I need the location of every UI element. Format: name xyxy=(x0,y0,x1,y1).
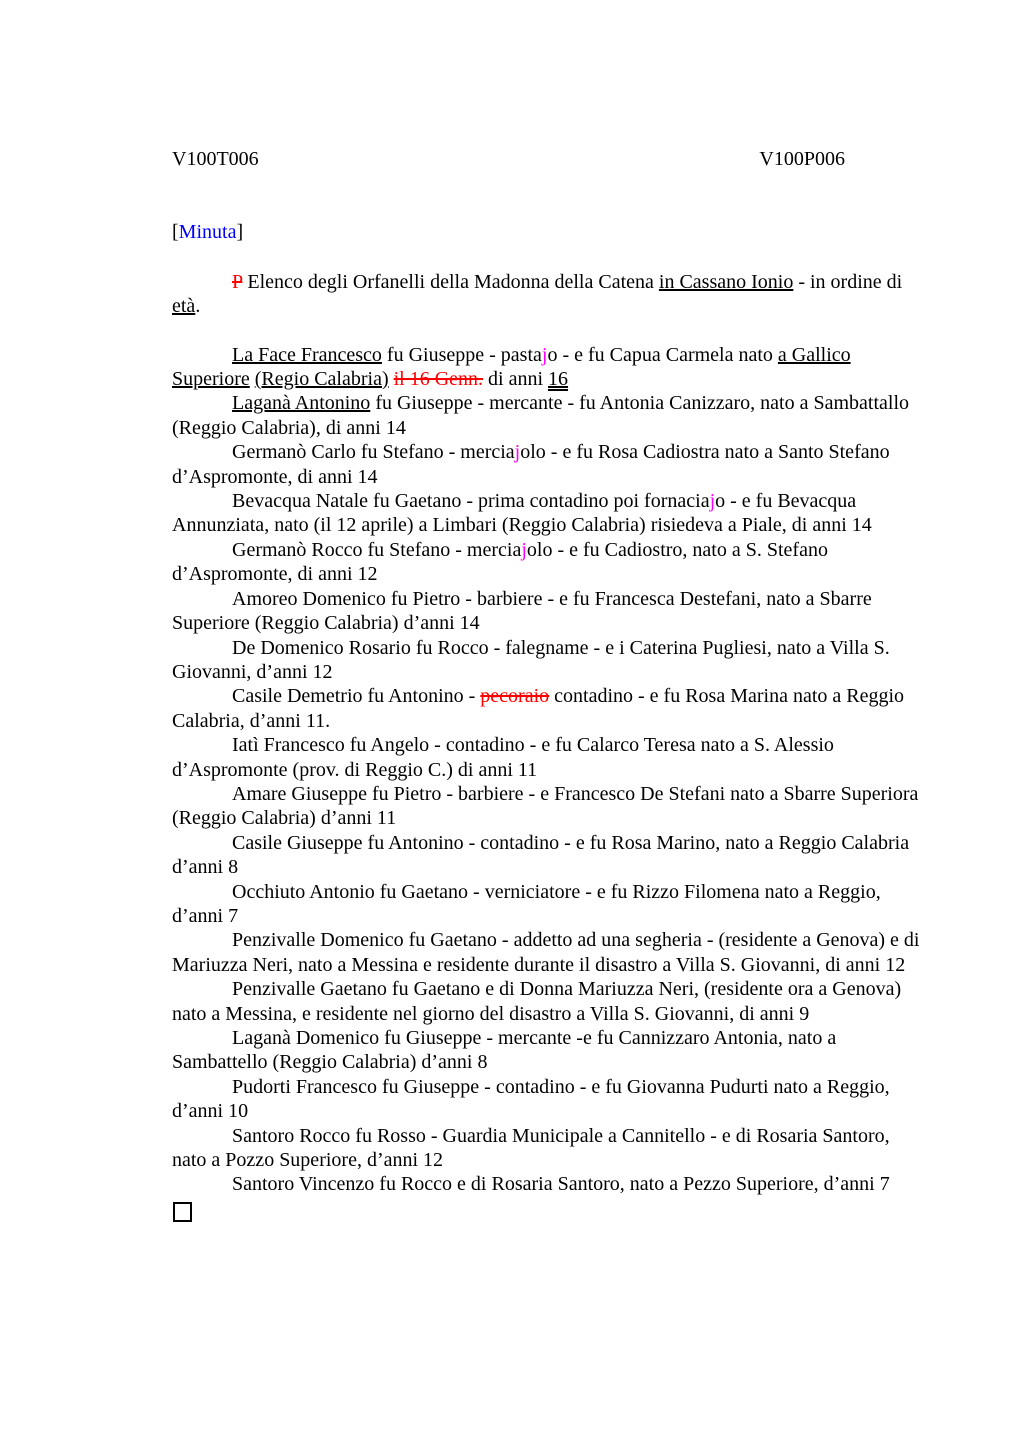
text-segment: Occhiuto Antonio fu Gaetano - verniciatore - e fu Rizzo Filomena nato a Reggio, d’anni 7 xyxy=(172,880,881,927)
text-segment: [ xyxy=(172,221,179,244)
text-segment: Iatì Francesco fu Angelo - contadino - e fu Calarco Teresa nato a S. Alessio d’Aspromonte (prov. di Reggio C.) di anni 11 xyxy=(172,734,834,781)
text-segment: Germanò Carlo fu Stefano - mercia xyxy=(232,441,515,464)
link-text: Minuta xyxy=(178,221,237,244)
text-segment: . xyxy=(195,295,201,318)
orphan-entry xyxy=(172,587,925,636)
orphan-entry xyxy=(172,733,925,782)
intro-paragraph xyxy=(172,270,925,319)
underlined-text: (Regio Calabria) xyxy=(254,368,389,391)
orphan-entry xyxy=(172,684,925,733)
orphan-entry xyxy=(172,1172,925,1196)
text-segment: olo - e fu Rosa Cadiostra nato a Santo Stefano d’Aspromonte, di anni 14 xyxy=(172,441,890,488)
red-strikethrough-text: P xyxy=(232,270,243,293)
orphan-entry xyxy=(172,782,925,831)
text-segment: Santoro Vincenzo fu Rocco e di Rosaria Santoro, nato a Pezzo Superiore, d’anni 7 xyxy=(232,1173,890,1196)
magenta-insertion-text: j xyxy=(514,441,521,464)
text-segment: Bevacqua Natale fu Gaetano - prima contadino poi fornacia xyxy=(232,490,710,513)
underlined-text: in Cassano Ionio xyxy=(658,270,794,293)
orphan-entry xyxy=(172,636,925,685)
text-segment: Germanò Rocco fu Stefano - mercia xyxy=(232,538,522,561)
text-segment: Amare Giuseppe fu Pietro - barbiere - e Francesco De Stefani nato a Sbarre Superiora (Reggio Calabria) d’anni 11 xyxy=(172,782,919,830)
document-code-left: V100T006 xyxy=(172,148,259,170)
orphan-entry xyxy=(172,538,925,587)
underlined-text: Laganà Antonino xyxy=(232,392,371,415)
magenta-insertion-text: j xyxy=(521,538,527,561)
magenta-insertion-text: j xyxy=(541,343,548,366)
text-segment: fu Giuseppe - pasta xyxy=(381,343,542,366)
text-segment: Santoro Rocco fu Rosso - Guardia Municipale a Cannitello - e di Rosaria Santoro, nato a Pozzo Superiore, d’anni 12 xyxy=(172,1124,890,1172)
orphan-entry xyxy=(172,928,925,977)
text-segment: di anni xyxy=(483,368,549,391)
empty-square-icon xyxy=(173,1202,192,1222)
text-segment: De Domenico Rosario fu Rocco - falegname - e i Caterina Pugliesi, nato a Villa S. Giovanni, d’anni 12 xyxy=(172,636,890,683)
text-segment: Penzivalle Gaetano fu Gaetano e di Donna Mariuzza Neri, (residente ora a Genova) nato a Messina, e residente nel giorno del disastro a Villa S. Giovanni, di anni 9 xyxy=(172,978,902,1025)
page-header xyxy=(172,147,925,171)
text-segment: - in ordine di xyxy=(793,270,903,293)
text-segment: Laganà Domenico fu Giuseppe - mercante -e fu Cannizzaro Antonia, nato a Sambattello (Reggio Calabria) d’anni 8 xyxy=(172,1027,837,1074)
orphan-entry xyxy=(172,391,925,440)
text-segment: Penzivalle Domenico fu Gaetano - addetto ad una segheria - (residente a Genova) e di Mariuzza Neri, nato a Messina e residente durante il disastro a Villa S. Giovanni, di anni 12 xyxy=(172,929,920,976)
text-segment: Amoreo Domenico fu Pietro - barbiere - e fu Francesca Destefani, nato a Sbarre Superiore (Reggio Calabria) d’anni 14 xyxy=(172,587,872,635)
text-segment: o - e fu Capua Carmela nato xyxy=(547,343,778,366)
document-code-right: V100P006 xyxy=(759,148,845,170)
red-strikethrough-text: pecoraio xyxy=(480,685,550,708)
text-segment: ] xyxy=(236,221,244,244)
text-segment: o - e fu Bevacqua Annunziata, nato (il 12 aprile) a Limbari (Reggio Calabria) risiedeva a Piale, di anni 14 xyxy=(172,490,872,537)
orphan-entry xyxy=(172,880,925,929)
orphan-entry xyxy=(172,977,925,1026)
orphan-entry xyxy=(172,1075,925,1124)
orphan-entry xyxy=(172,831,925,880)
text-segment: Casile Demetrio fu Antonino - xyxy=(232,685,481,708)
magenta-insertion-text: j xyxy=(709,490,716,513)
red-strikethrough-text: il 16 Genn. xyxy=(393,368,484,391)
minuta-link[interactable] xyxy=(172,220,925,244)
orphan-entry xyxy=(172,440,925,489)
underlined-text: a Gallico Superiore xyxy=(172,343,851,391)
text-segment: fu Giuseppe - mercante - fu Antonia Canizzaro, nato a Sambattallo (Reggio Calabria), di anni 14 xyxy=(172,392,910,439)
orphan-entry xyxy=(172,1026,925,1075)
double-underlined-text: 16 xyxy=(548,368,569,391)
text-segment: contadino - e fu Rosa Marina nato a Reggio Calabria, d’anni 11. xyxy=(172,685,905,732)
text-segment: olo - e fu Cadiostro, nato a S. Stefano d’Aspromonte, di anni 12 xyxy=(172,538,828,586)
text-segment: Elenco degli Orfanelli della Madonna della Catena xyxy=(242,270,659,293)
text-segment: Casile Giuseppe fu Antonino - contadino - e fu Rosa Marino, nato a Reggio Calabria d’anni 8 xyxy=(172,831,910,879)
underlined-text: La Face Francesco xyxy=(232,343,382,366)
orphan-entry xyxy=(172,1124,925,1173)
orphan-entry xyxy=(172,343,925,392)
orphan-entry xyxy=(172,489,925,538)
entry-list xyxy=(172,343,925,1197)
text-segment: Pudorti Francesco fu Giuseppe - contadino - e fu Giovanna Pudurti nato a Reggio, d’anni 10 xyxy=(172,1075,890,1123)
underlined-text: età xyxy=(172,295,196,318)
